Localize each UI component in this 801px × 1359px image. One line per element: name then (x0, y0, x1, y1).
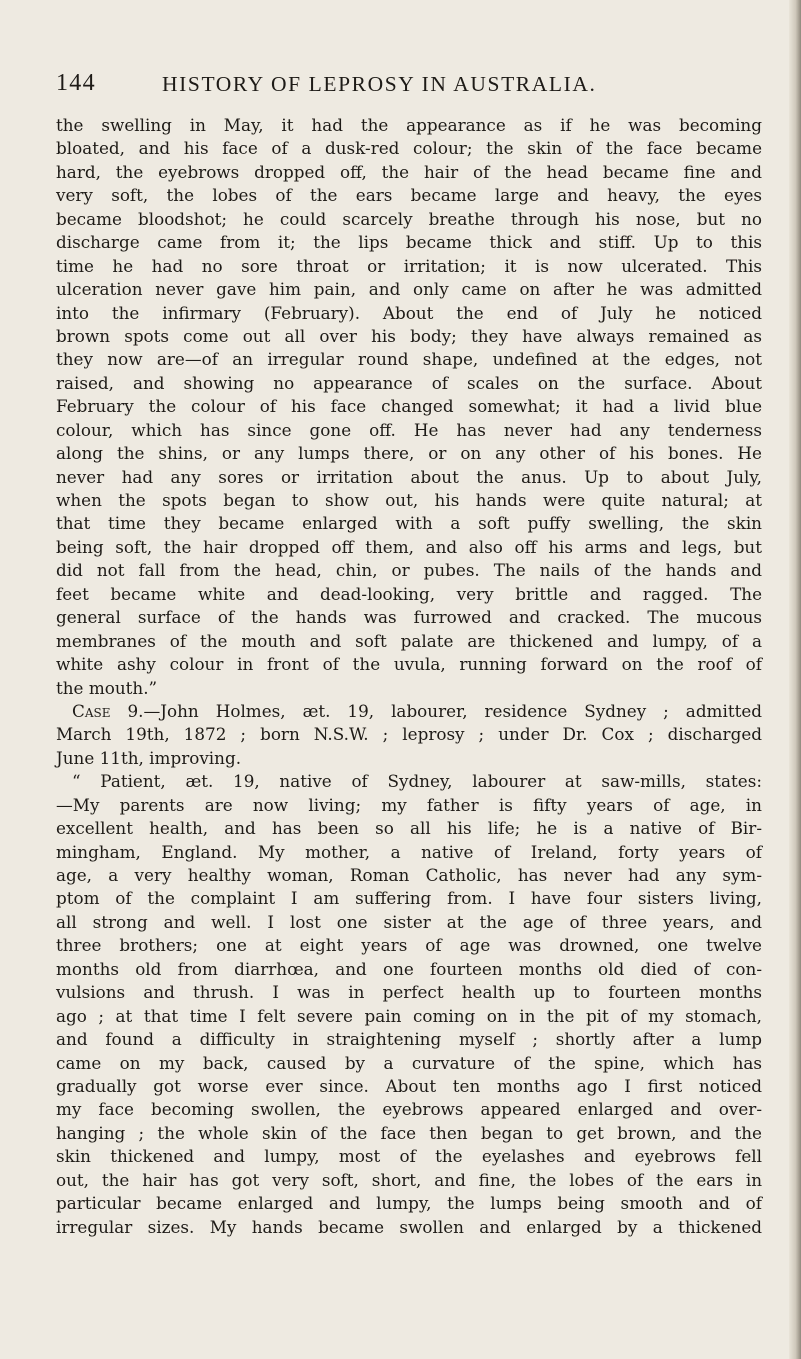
text-line: they now are—of an irregular round shape, undefined at the edges, not (56, 349, 762, 370)
text-line: excellent health, and has been so all his life; he is a native of Bir- (56, 818, 762, 839)
text-line: bloated, and his face of a dusk-red colour; the skin of the face became (56, 138, 762, 159)
text-line: white ashy colour in front of the uvula, running forward on the roof of (56, 654, 762, 675)
text-line: all strong and well. I lost one sister at the age of three years, and (56, 911, 762, 932)
text-line: vulsions and thrush. I was in perfect health up to fourteen months (56, 982, 762, 1003)
case-text: 9.—John Holmes, æt. 19, labourer, residence Sydney ; admitted (127, 700, 762, 721)
text-line: membranes of the mouth and soft palate are thickened and lumpy, of a (56, 630, 762, 651)
text-line: very soft, the lobes of the ears became large and heavy, the eyes (56, 185, 762, 206)
text-line: out, the hair has got very soft, short, and fine, the lobes of the ears in (56, 1169, 762, 1190)
text-line: did not fall from the head, chin, or pubes. The nails of the hands and (56, 560, 762, 581)
text-line: February the colour of his face changed somewhat; it had a livid blue (56, 396, 762, 417)
text-line: raised, and showing no appearance of scales on the surface. About (56, 372, 762, 393)
text-line: along the shins, or any lumps there, or on any other of his bones. He (56, 443, 762, 464)
text-line: when the spots began to show out, his hands were quite natural; at (56, 490, 762, 510)
text-line: March 19th, 1872 ; born N.S.W. ; leprosy ; under Dr. Cox ; discharged (56, 724, 762, 745)
text-line: irregular sizes. My hands became swollen and enlarged by a thickened (56, 1216, 762, 1237)
text-line: skin thickened and lumpy, most of the eyelashes and eyebrows fell (56, 1146, 762, 1167)
text-line: gradually got worse ever since. About ten months ago I first noticed (56, 1075, 762, 1096)
text-line: particular became enlarged and lumpy, the lumps being smooth and of (56, 1193, 762, 1214)
text-line: being soft, the hair dropped off them, and also off his arms and legs, but (56, 536, 762, 557)
text-line: ago ; at that time I felt severe pain coming on in the pit of my stomach, (56, 1005, 762, 1026)
text-line: became bloodshot; he could scarcely breathe through his nose, but no (56, 208, 762, 229)
text-line: brown spots come out all over his body; they have always remained as (56, 325, 762, 346)
text-line: time he had no sore throat or irritation; it is now ulcerated. This (56, 255, 762, 276)
text-line: discharge came from it; the lips became thick and stiff. Up to this (56, 232, 762, 253)
text-line: colour, which has since gone off. He has never had any tenderness (56, 419, 762, 440)
text-line: my face becoming swollen, the eyebrows appeared enlarged and over- (56, 1099, 762, 1120)
page-number: 144 (56, 70, 96, 96)
text-line: —My parents are now living; my father is fifty years of age, in (56, 794, 762, 815)
text-line: into the infirmary (February). About the end of July he noticed (56, 302, 762, 323)
text-line: and found a difficulty in straightening myself ; shortly after a lump (56, 1029, 762, 1050)
text-line: mingham, England. My mother, a native of Ireland, forty years of (56, 841, 762, 862)
text-line: age, a very healthy woman, Roman Catholic, has never had any sym- (56, 865, 762, 885)
page-header (56, 68, 756, 100)
text-line: three brothers; one at eight years of age was drowned, one twelve (56, 935, 762, 956)
text-line: June 11th, improving. (56, 747, 242, 768)
page-edge-shadow (789, 0, 801, 1359)
text-line: came on my back, caused by a curvature of the spine, which has (56, 1052, 762, 1073)
text-line: hard, the eyebrows dropped off, the hair of the head became fine and (56, 161, 762, 182)
text-line: “ Patient, æt. 19, native of Sydney, labourer at saw-mills, states: (72, 771, 762, 792)
text-line: months old from diarrhœa, and one fourteen months old died of con- (56, 958, 762, 979)
text-line: the mouth.” (56, 677, 158, 698)
text-line: the swelling in May, it had the appearance as if he was becoming (56, 115, 762, 135)
text-line: hanging ; the whole skin of the face then began to get brown, and the (56, 1122, 762, 1143)
case-heading-line (56, 700, 762, 723)
text-line: feet became white and dead-looking, very brittle and ragged. The (56, 583, 762, 604)
body-text (56, 114, 762, 1239)
running-head: HISTORY OF LEPROSY IN AUSTRALIA. (162, 72, 597, 96)
text-line: ulceration never gave him pain, and only came on after he was admitted (56, 279, 762, 300)
text-line: that time they became enlarged with a soft puffy swelling, the skin (56, 513, 762, 534)
case-label: Case (72, 700, 111, 721)
text-line: general surface of the hands was furrowed and cracked. The mucous (56, 607, 762, 628)
text-line: never had any sores or irritation about the anus. Up to about July, (56, 466, 762, 487)
text-line: ptom of the complaint I am suffering from. I have four sisters living, (56, 888, 762, 909)
